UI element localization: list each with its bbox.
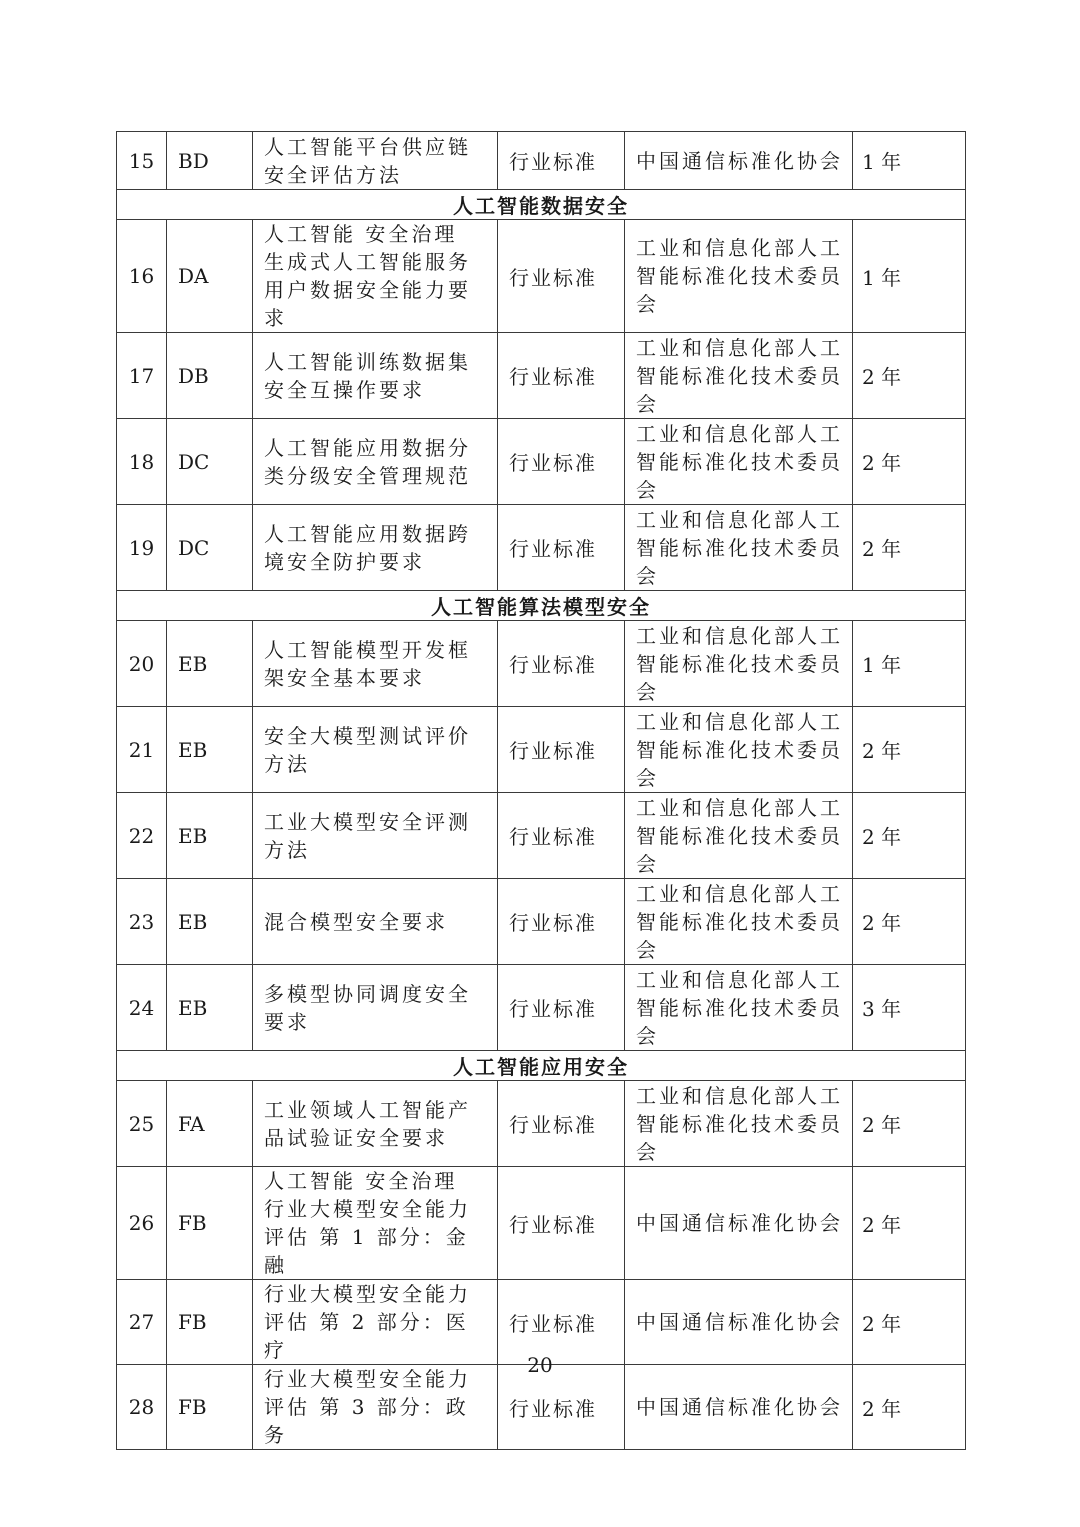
standards-table bbox=[116, 131, 966, 1450]
category-code-cell: FA bbox=[167, 1081, 253, 1167]
table-row bbox=[117, 879, 966, 965]
cycle-cell: 1 年 bbox=[853, 132, 966, 190]
standard-type-cell: 行业标准 bbox=[498, 333, 625, 419]
row-number-cell: 21 bbox=[117, 707, 167, 793]
table-row bbox=[117, 132, 966, 190]
table-row bbox=[117, 707, 966, 793]
organization-cell: 工业和信息化部人工智能标准化技术委员会 bbox=[625, 965, 853, 1051]
row-number-cell: 24 bbox=[117, 965, 167, 1051]
standard-name-cell: 人工智能模型开发框架安全基本要求 bbox=[253, 621, 498, 707]
section-title: 人工智能应用安全 bbox=[117, 1051, 966, 1081]
category-code-cell: DB bbox=[167, 333, 253, 419]
section-header-row bbox=[117, 190, 966, 220]
cycle-cell: 2 年 bbox=[853, 1280, 966, 1365]
standard-name-cell: 人工智能 安全治理 行业大模型安全能力评估 第 1 部分：金融 bbox=[253, 1167, 498, 1280]
organization-cell: 中国通信标准化协会 bbox=[625, 132, 853, 190]
row-number-cell: 25 bbox=[117, 1081, 167, 1167]
table-row bbox=[117, 1280, 966, 1365]
standard-type-cell: 行业标准 bbox=[498, 793, 625, 879]
standard-type-cell: 行业标准 bbox=[498, 419, 625, 505]
standard-name-cell: 人工智能应用数据分类分级安全管理规范 bbox=[253, 419, 498, 505]
organization-cell: 中国通信标准化协会 bbox=[625, 1365, 853, 1450]
table-row bbox=[117, 621, 966, 707]
standard-name-cell: 人工智能平台供应链安全评估方法 bbox=[253, 132, 498, 190]
standard-type-cell: 行业标准 bbox=[498, 132, 625, 190]
table-row bbox=[117, 333, 966, 419]
category-code-cell: BD bbox=[167, 132, 253, 190]
cycle-cell: 2 年 bbox=[853, 419, 966, 505]
row-number-cell: 26 bbox=[117, 1167, 167, 1280]
table-row bbox=[117, 1081, 966, 1167]
organization-cell: 中国通信标准化协会 bbox=[625, 1167, 853, 1280]
standard-name-cell: 人工智能应用数据跨境安全防护要求 bbox=[253, 505, 498, 591]
organization-cell: 工业和信息化部人工智能标准化技术委员会 bbox=[625, 333, 853, 419]
cycle-cell: 3 年 bbox=[853, 965, 966, 1051]
organization-cell: 中国通信标准化协会 bbox=[625, 1280, 853, 1365]
standard-name-cell: 安全大模型测试评价方法 bbox=[253, 707, 498, 793]
table-row bbox=[117, 965, 966, 1051]
standard-type-cell: 行业标准 bbox=[498, 879, 625, 965]
category-code-cell: DC bbox=[167, 419, 253, 505]
table-row bbox=[117, 1167, 966, 1280]
organization-cell: 工业和信息化部人工智能标准化技术委员会 bbox=[625, 793, 853, 879]
row-number-cell: 15 bbox=[117, 132, 167, 190]
row-number-cell: 18 bbox=[117, 419, 167, 505]
category-code-cell: EB bbox=[167, 965, 253, 1051]
category-code-cell: FB bbox=[167, 1167, 253, 1280]
organization-cell: 工业和信息化部人工智能标准化技术委员会 bbox=[625, 220, 853, 333]
section-header-row bbox=[117, 1051, 966, 1081]
standard-type-cell: 行业标准 bbox=[498, 1365, 625, 1450]
section-title: 人工智能数据安全 bbox=[117, 190, 966, 220]
organization-cell: 工业和信息化部人工智能标准化技术委员会 bbox=[625, 419, 853, 505]
category-code-cell: DC bbox=[167, 505, 253, 591]
standard-type-cell: 行业标准 bbox=[498, 220, 625, 333]
organization-cell: 工业和信息化部人工智能标准化技术委员会 bbox=[625, 707, 853, 793]
page-number: 20 bbox=[527, 1353, 553, 1377]
category-code-cell: EB bbox=[167, 879, 253, 965]
standard-type-cell: 行业标准 bbox=[498, 621, 625, 707]
organization-cell: 工业和信息化部人工智能标准化技术委员会 bbox=[625, 1081, 853, 1167]
standard-type-cell: 行业标准 bbox=[498, 1167, 625, 1280]
row-number-cell: 19 bbox=[117, 505, 167, 591]
cycle-cell: 1 年 bbox=[853, 220, 966, 333]
cycle-cell: 2 年 bbox=[853, 333, 966, 419]
standard-name-cell: 人工智能训练数据集安全互操作要求 bbox=[253, 333, 498, 419]
row-number-cell: 20 bbox=[117, 621, 167, 707]
standard-name-cell: 人工智能 安全治理 生成式人工智能服务用户数据安全能力要求 bbox=[253, 220, 498, 333]
row-number-cell: 17 bbox=[117, 333, 167, 419]
cycle-cell: 2 年 bbox=[853, 1081, 966, 1167]
cycle-cell: 2 年 bbox=[853, 707, 966, 793]
category-code-cell: EB bbox=[167, 621, 253, 707]
standard-name-cell: 多模型协同调度安全要求 bbox=[253, 965, 498, 1051]
section-header-row bbox=[117, 591, 966, 621]
table-row bbox=[117, 1365, 966, 1450]
standard-type-cell: 行业标准 bbox=[498, 965, 625, 1051]
standard-name-cell: 混合模型安全要求 bbox=[253, 879, 498, 965]
standard-name-cell: 工业领域人工智能产品试验证安全要求 bbox=[253, 1081, 498, 1167]
table-row bbox=[117, 419, 966, 505]
row-number-cell: 23 bbox=[117, 879, 167, 965]
standard-type-cell: 行业标准 bbox=[498, 1280, 625, 1365]
row-number-cell: 22 bbox=[117, 793, 167, 879]
table-row bbox=[117, 793, 966, 879]
row-number-cell: 27 bbox=[117, 1280, 167, 1365]
cycle-cell: 2 年 bbox=[853, 879, 966, 965]
standard-type-cell: 行业标准 bbox=[498, 707, 625, 793]
cycle-cell: 2 年 bbox=[853, 505, 966, 591]
cycle-cell: 2 年 bbox=[853, 1365, 966, 1450]
category-code-cell: EB bbox=[167, 793, 253, 879]
table-row bbox=[117, 220, 966, 333]
standard-type-cell: 行业标准 bbox=[498, 1081, 625, 1167]
cycle-cell: 2 年 bbox=[853, 1167, 966, 1280]
category-code-cell: FB bbox=[167, 1280, 253, 1365]
section-title: 人工智能算法模型安全 bbox=[117, 591, 966, 621]
organization-cell: 工业和信息化部人工智能标准化技术委员会 bbox=[625, 879, 853, 965]
category-code-cell: FB bbox=[167, 1365, 253, 1450]
row-number-cell: 16 bbox=[117, 220, 167, 333]
organization-cell: 工业和信息化部人工智能标准化技术委员会 bbox=[625, 505, 853, 591]
row-number-cell: 28 bbox=[117, 1365, 167, 1450]
table-row bbox=[117, 505, 966, 591]
cycle-cell: 2 年 bbox=[853, 793, 966, 879]
standard-type-cell: 行业标准 bbox=[498, 505, 625, 591]
category-code-cell: EB bbox=[167, 707, 253, 793]
standard-name-cell: 行业大模型安全能力评估 第 3 部分：政务 bbox=[253, 1365, 498, 1450]
standards-table-body bbox=[117, 132, 966, 1450]
standard-name-cell: 工业大模型安全评测方法 bbox=[253, 793, 498, 879]
standard-name-cell: 行业大模型安全能力评估 第 2 部分：医疗 bbox=[253, 1280, 498, 1365]
organization-cell: 工业和信息化部人工智能标准化技术委员会 bbox=[625, 621, 853, 707]
category-code-cell: DA bbox=[167, 220, 253, 333]
cycle-cell: 1 年 bbox=[853, 621, 966, 707]
